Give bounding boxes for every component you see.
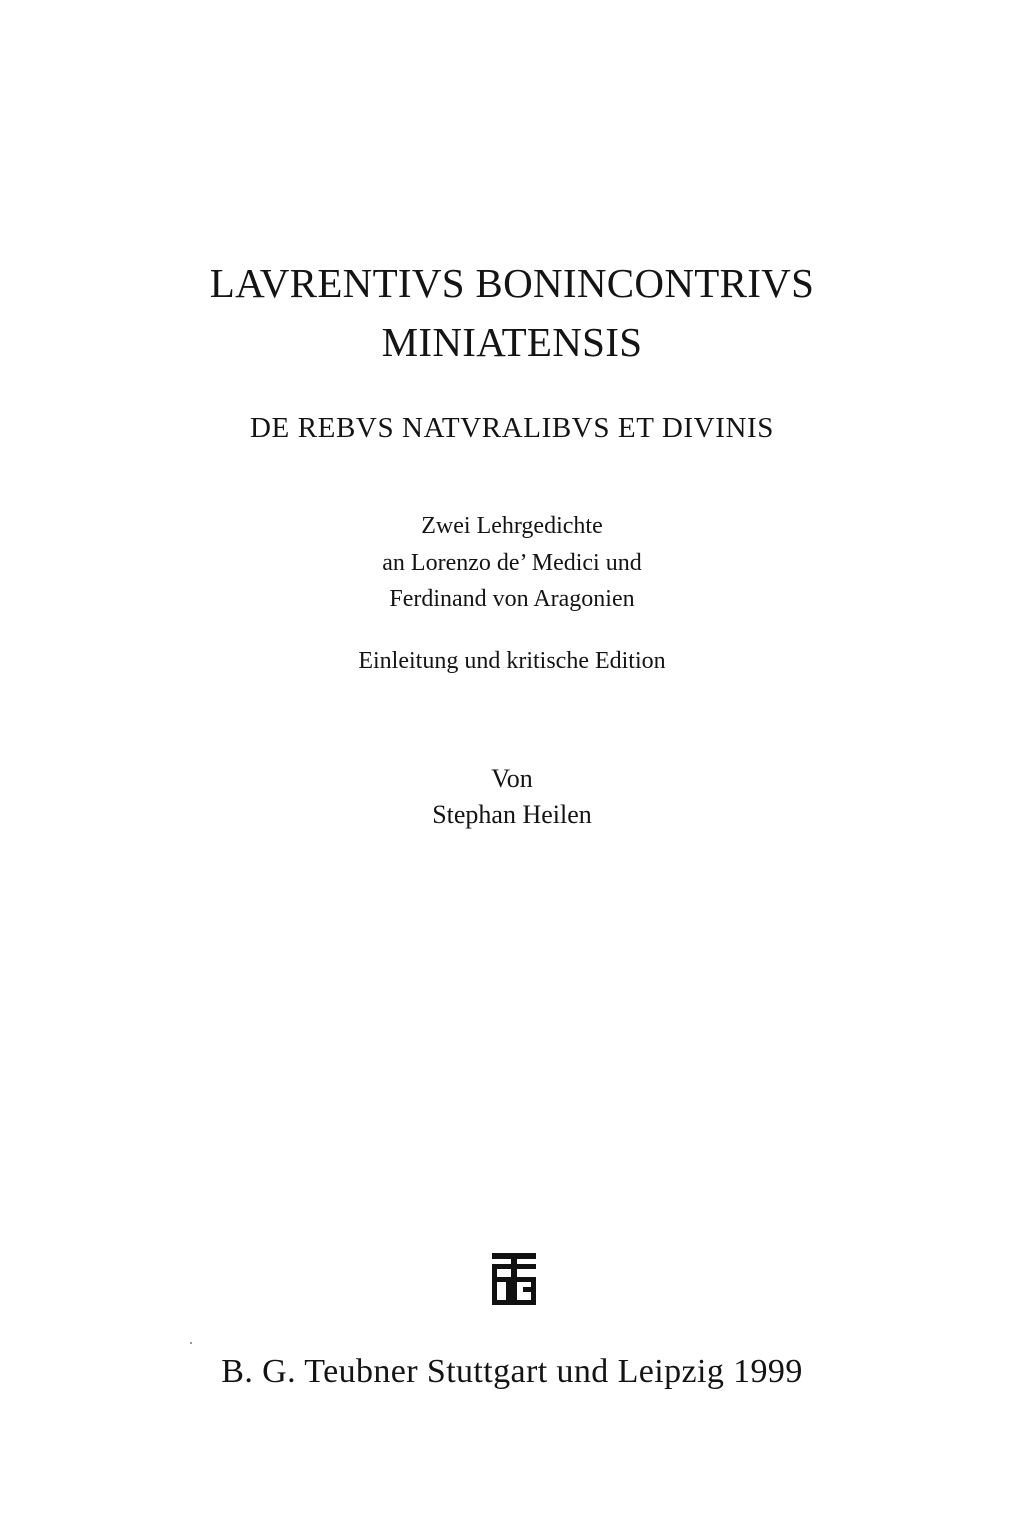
scan-speck [190,1342,192,1344]
subtitle-line-2: an Lorenzo de’ Medici und [382,550,642,576]
subtitle-line-3: Ferdinand von Aragonien [389,586,635,612]
author-name-line-2: MINIATENSIS [381,319,643,365]
author-name-line-1: LAVRENTIVS BONINCONTRIVS [209,260,815,306]
publisher-imprint: B. G. Teubner Stuttgart und Leipzig 1999 [221,1353,803,1390]
work-title: DE REBVS NATVRALIBVS ET DIVINIS [250,412,774,444]
edition-note: Einleitung und kritische Edition [358,648,666,674]
editor-name: Stephan Heilen [432,800,592,829]
teubner-monogram-icon [492,1253,536,1305]
editor-prefix: Von [491,764,533,793]
subtitle-line-1: Zwei Lehrgedichte [421,513,603,539]
